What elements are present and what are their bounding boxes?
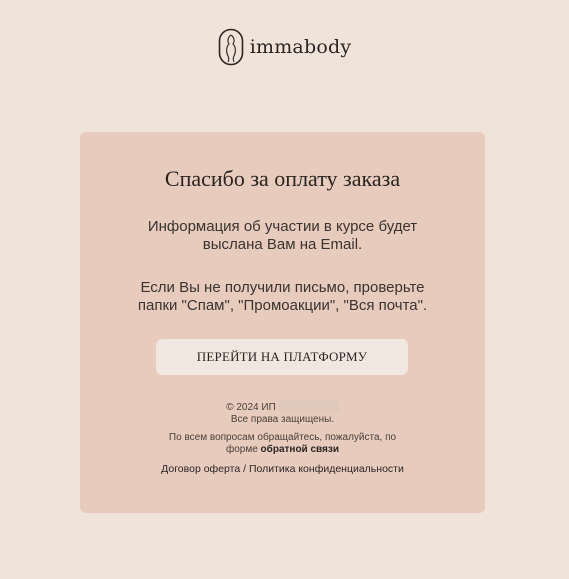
body-silhouette-icon — [218, 28, 244, 66]
contact-line: По всем вопросам обращайтесь, пожалуйста, по — [168, 432, 397, 443]
spam-hint-line: Если Вы не получили письмо, проверьте — [140, 279, 425, 296]
link-separator: / — [243, 463, 247, 475]
course-info-line: выслана Вам на Email. — [202, 236, 363, 253]
contact-text — [140, 432, 425, 456]
privacy-policy-link[interactable]: Политика конфиденциальности — [248, 463, 404, 475]
legal-links — [80, 463, 485, 475]
redacted-name — [279, 400, 339, 412]
brand-logo[interactable] — [0, 27, 569, 67]
copyright — [80, 400, 485, 426]
course-info-line: Информация об участии в курсе будет — [147, 218, 418, 235]
spam-hint-line: папки "Спам", "Промоакции", "Вся почта". — [137, 297, 428, 314]
copyright-text: © 2024 ИП — [226, 402, 276, 413]
page-title: Спасибо за оплату заказа — [164, 166, 401, 191]
feedback-link[interactable]: обратной связи — [260, 444, 340, 455]
course-info-text — [100, 218, 465, 254]
go-to-platform-button[interactable]: ПЕРЕЙТИ НА ПЛАТФОРМУ — [156, 339, 408, 375]
brand-name: immabody — [249, 36, 352, 58]
contact-prefix: форме — [225, 444, 258, 455]
confirmation-card — [80, 132, 485, 513]
offer-agreement-link[interactable]: Договор оферта — [161, 463, 241, 475]
spam-hint-text — [100, 279, 465, 315]
rights-text: Все права защищены. — [230, 414, 335, 425]
